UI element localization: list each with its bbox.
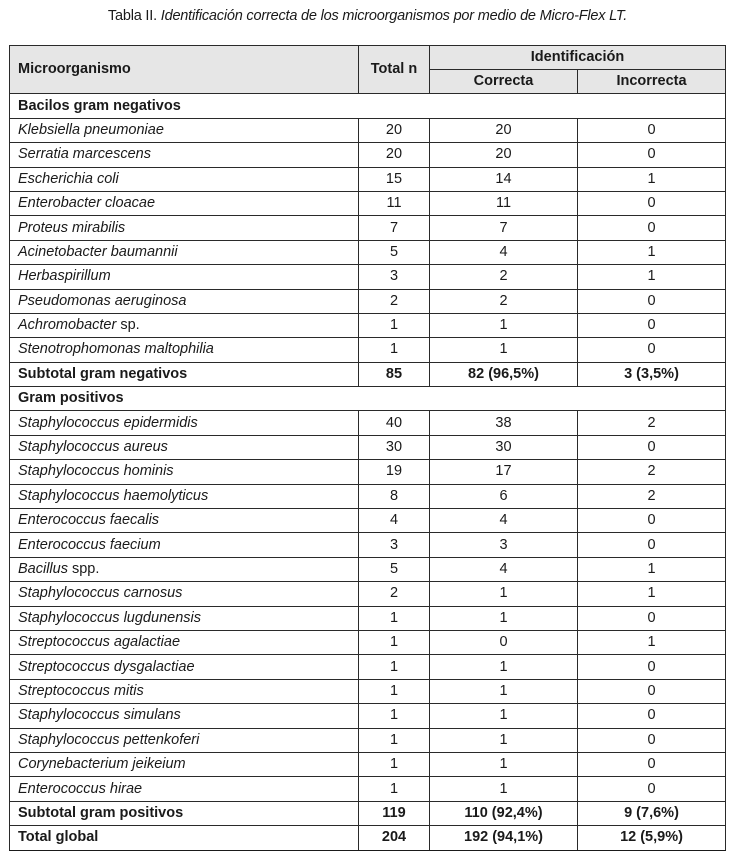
cell-total: 1 [359,752,430,776]
table-row [10,777,726,801]
species-name: Pseudomonas aeruginosa [18,292,187,309]
subtotal-row-gram-positive [10,801,726,825]
cell-total: 1 [359,777,430,801]
table-row [10,216,726,240]
subtotal-correct: 82 (96,5%) [430,362,578,386]
microorganism-name [10,313,359,337]
cell-incorrect: 1 [578,557,726,581]
table-row [10,460,726,484]
cell-incorrect: 0 [578,118,726,142]
species-name: Stenotrophomonas maltophilia [18,341,214,358]
cell-correct: 4 [430,557,578,581]
microorganism-name [10,655,359,679]
table-row [10,484,726,508]
microorganism-name [10,338,359,362]
cell-total: 2 [359,582,430,606]
subtotal-total: 119 [359,801,430,825]
cell-correct: 38 [430,411,578,435]
microorganism-name [10,411,359,435]
cell-incorrect: 2 [578,411,726,435]
table-row [10,606,726,630]
cell-total: 20 [359,143,430,167]
species-name: Achromobacter [18,317,117,334]
cell-incorrect: 0 [578,728,726,752]
header-correct: Correcta [430,70,578,94]
cell-correct: 1 [430,338,578,362]
table-row [10,557,726,581]
species-suffix: spp. [67,561,100,577]
total-global-incorrect: 12 (5,9%) [578,826,726,850]
microorganism-name [10,533,359,557]
cell-incorrect: 0 [578,704,726,728]
cell-total: 7 [359,216,430,240]
species-name: Enterobacter cloacae [18,195,156,212]
table-row [10,118,726,142]
cell-correct: 0 [430,630,578,654]
cell-correct: 4 [430,240,578,264]
cell-total: 15 [359,167,430,191]
cell-total: 3 [359,533,430,557]
table-row [10,338,726,362]
table-row [10,191,726,215]
table-row [10,728,726,752]
table-row [10,704,726,728]
cell-correct: 2 [430,265,578,289]
table-caption [0,8,735,24]
caption-label: Tabla II. [107,8,157,24]
species-name: Escherichia coli [18,170,119,187]
cell-total: 1 [359,313,430,337]
cell-incorrect: 1 [578,630,726,654]
microorganism-name [10,606,359,630]
cell-correct: 1 [430,655,578,679]
table-row [10,533,726,557]
microorganism-name [10,630,359,654]
cell-correct: 20 [430,143,578,167]
species-name: Bacillus [18,561,68,577]
species-name: Corynebacterium jeikeium [18,756,186,773]
cell-incorrect: 0 [578,752,726,776]
table-body [10,94,726,850]
cell-correct: 30 [430,435,578,459]
table-row [10,240,726,264]
table-row [10,313,726,337]
header-incorrect: Incorrecta [578,70,726,94]
cell-correct: 3 [430,533,578,557]
total-global-label: Total global [10,826,359,850]
species-name: Staphylococcus lugdunensis [18,609,201,626]
subtotal-incorrect: 3 (3,5%) [578,362,726,386]
table-row [10,679,726,703]
identification-table [9,45,726,851]
cell-incorrect: 2 [578,460,726,484]
cell-total: 5 [359,557,430,581]
cell-incorrect: 2 [578,484,726,508]
cell-total: 4 [359,509,430,533]
cell-correct: 7 [430,216,578,240]
caption-text: Identificación correcta de los microorganismos por medio de Micro-Flex LT. [160,8,628,24]
table-row [10,167,726,191]
cell-incorrect: 0 [578,533,726,557]
species-name: Streptococcus dysgalactiae [18,658,195,675]
cell-correct: 11 [430,191,578,215]
cell-total: 1 [359,728,430,752]
cell-incorrect: 0 [578,289,726,313]
total-global-row [10,826,726,850]
cell-correct: 1 [430,704,578,728]
cell-correct: 1 [430,582,578,606]
species-name: Staphylococcus carnosus [18,585,183,602]
species-name: Serratia marcescens [18,146,151,163]
cell-correct: 4 [430,509,578,533]
cell-incorrect: 0 [578,777,726,801]
cell-total: 1 [359,679,430,703]
table-row [10,265,726,289]
cell-total: 1 [359,606,430,630]
cell-incorrect: 1 [578,582,726,606]
cell-correct: 1 [430,313,578,337]
species-suffix: sp. [116,317,140,334]
species-name: Staphylococcus hominis [18,463,174,480]
cell-total: 11 [359,191,430,215]
subtotal-row-gram-negative [10,362,726,386]
total-global-correct: 192 (94,1%) [430,826,578,850]
cell-correct: 6 [430,484,578,508]
cell-incorrect: 0 [578,143,726,167]
table-header [10,46,726,94]
cell-correct: 1 [430,752,578,776]
microorganism-name [10,752,359,776]
cell-incorrect: 1 [578,240,726,264]
subtotal-label: Subtotal gram negativos [10,362,359,386]
subtotal-incorrect: 9 (7,6%) [578,801,726,825]
microorganism-name [10,216,359,240]
microorganism-name [10,167,359,191]
cell-incorrect: 0 [578,655,726,679]
cell-correct: 1 [430,777,578,801]
table-row [10,630,726,654]
microorganism-name [10,460,359,484]
table-row [10,411,726,435]
table-row [10,655,726,679]
cell-correct: 1 [430,606,578,630]
cell-correct: 1 [430,679,578,703]
cell-incorrect: 0 [578,313,726,337]
cell-total: 3 [359,265,430,289]
microorganism-name [10,704,359,728]
total-global-total: 204 [359,826,430,850]
species-name: Streptococcus agalactiae [18,634,181,651]
species-name: Staphylococcus aureus [18,439,168,456]
microorganism-name [10,777,359,801]
cell-total: 2 [359,289,430,313]
subtotal-label: Subtotal gram positivos [10,801,359,825]
species-name: Staphylococcus simulans [18,707,181,724]
microorganism-name [10,289,359,313]
section-row-gram-negative [10,94,726,118]
cell-total: 30 [359,435,430,459]
cell-total: 5 [359,240,430,264]
table-row [10,289,726,313]
cell-incorrect: 0 [578,679,726,703]
cell-total: 19 [359,460,430,484]
cell-total: 1 [359,630,430,654]
header-microorganism: Microorganismo [10,46,359,94]
species-name: Enterococcus hirae [18,780,143,797]
cell-incorrect: 1 [578,167,726,191]
section-row-gram-positive [10,387,726,411]
cell-incorrect: 0 [578,338,726,362]
cell-correct: 2 [430,289,578,313]
species-name: Enterococcus faecalis [18,512,160,529]
cell-total: 1 [359,655,430,679]
species-name: Staphylococcus epidermidis [18,414,198,431]
cell-correct: 1 [430,728,578,752]
cell-incorrect: 1 [578,265,726,289]
species-name: Acinetobacter baumannii [18,243,178,260]
subtotal-correct: 110 (92,4%) [430,801,578,825]
species-name: Staphylococcus pettenkoferi [18,731,200,748]
microorganism-name [10,118,359,142]
microorganism-name [10,582,359,606]
cell-total: 1 [359,704,430,728]
cell-total: 1 [359,338,430,362]
cell-incorrect: 0 [578,216,726,240]
microorganism-name [10,557,359,581]
microorganism-name [10,484,359,508]
table-row [10,582,726,606]
microorganism-name [10,191,359,215]
subtotal-total: 85 [359,362,430,386]
section-title: Bacilos gram negativos [10,94,726,118]
cell-correct: 20 [430,118,578,142]
section-title: Gram positivos [10,387,726,411]
species-name: Herbaspirillum [18,268,111,285]
header-total: Total n [359,46,430,94]
species-name: Streptococcus mitis [18,682,144,699]
cell-incorrect: 0 [578,435,726,459]
microorganism-name [10,265,359,289]
cell-total: 20 [359,118,430,142]
microorganism-name [10,143,359,167]
species-name: Proteus mirabilis [18,219,126,236]
table-row [10,752,726,776]
species-name: Staphylococcus haemolyticus [18,487,209,504]
cell-total: 40 [359,411,430,435]
table-row [10,143,726,167]
species-name: Klebsiella pneumoniae [18,121,164,138]
microorganism-name [10,509,359,533]
microorganism-name [10,240,359,264]
table-row [10,435,726,459]
cell-incorrect: 0 [578,191,726,215]
cell-correct: 17 [430,460,578,484]
microorganism-name [10,728,359,752]
cell-correct: 14 [430,167,578,191]
cell-incorrect: 0 [578,509,726,533]
table-row [10,509,726,533]
header-identification: Identificación [430,46,726,70]
species-name: Enterococcus faecium [18,536,161,553]
microorganism-name [10,435,359,459]
cell-incorrect: 0 [578,606,726,630]
microorganism-name [10,679,359,703]
cell-total: 8 [359,484,430,508]
